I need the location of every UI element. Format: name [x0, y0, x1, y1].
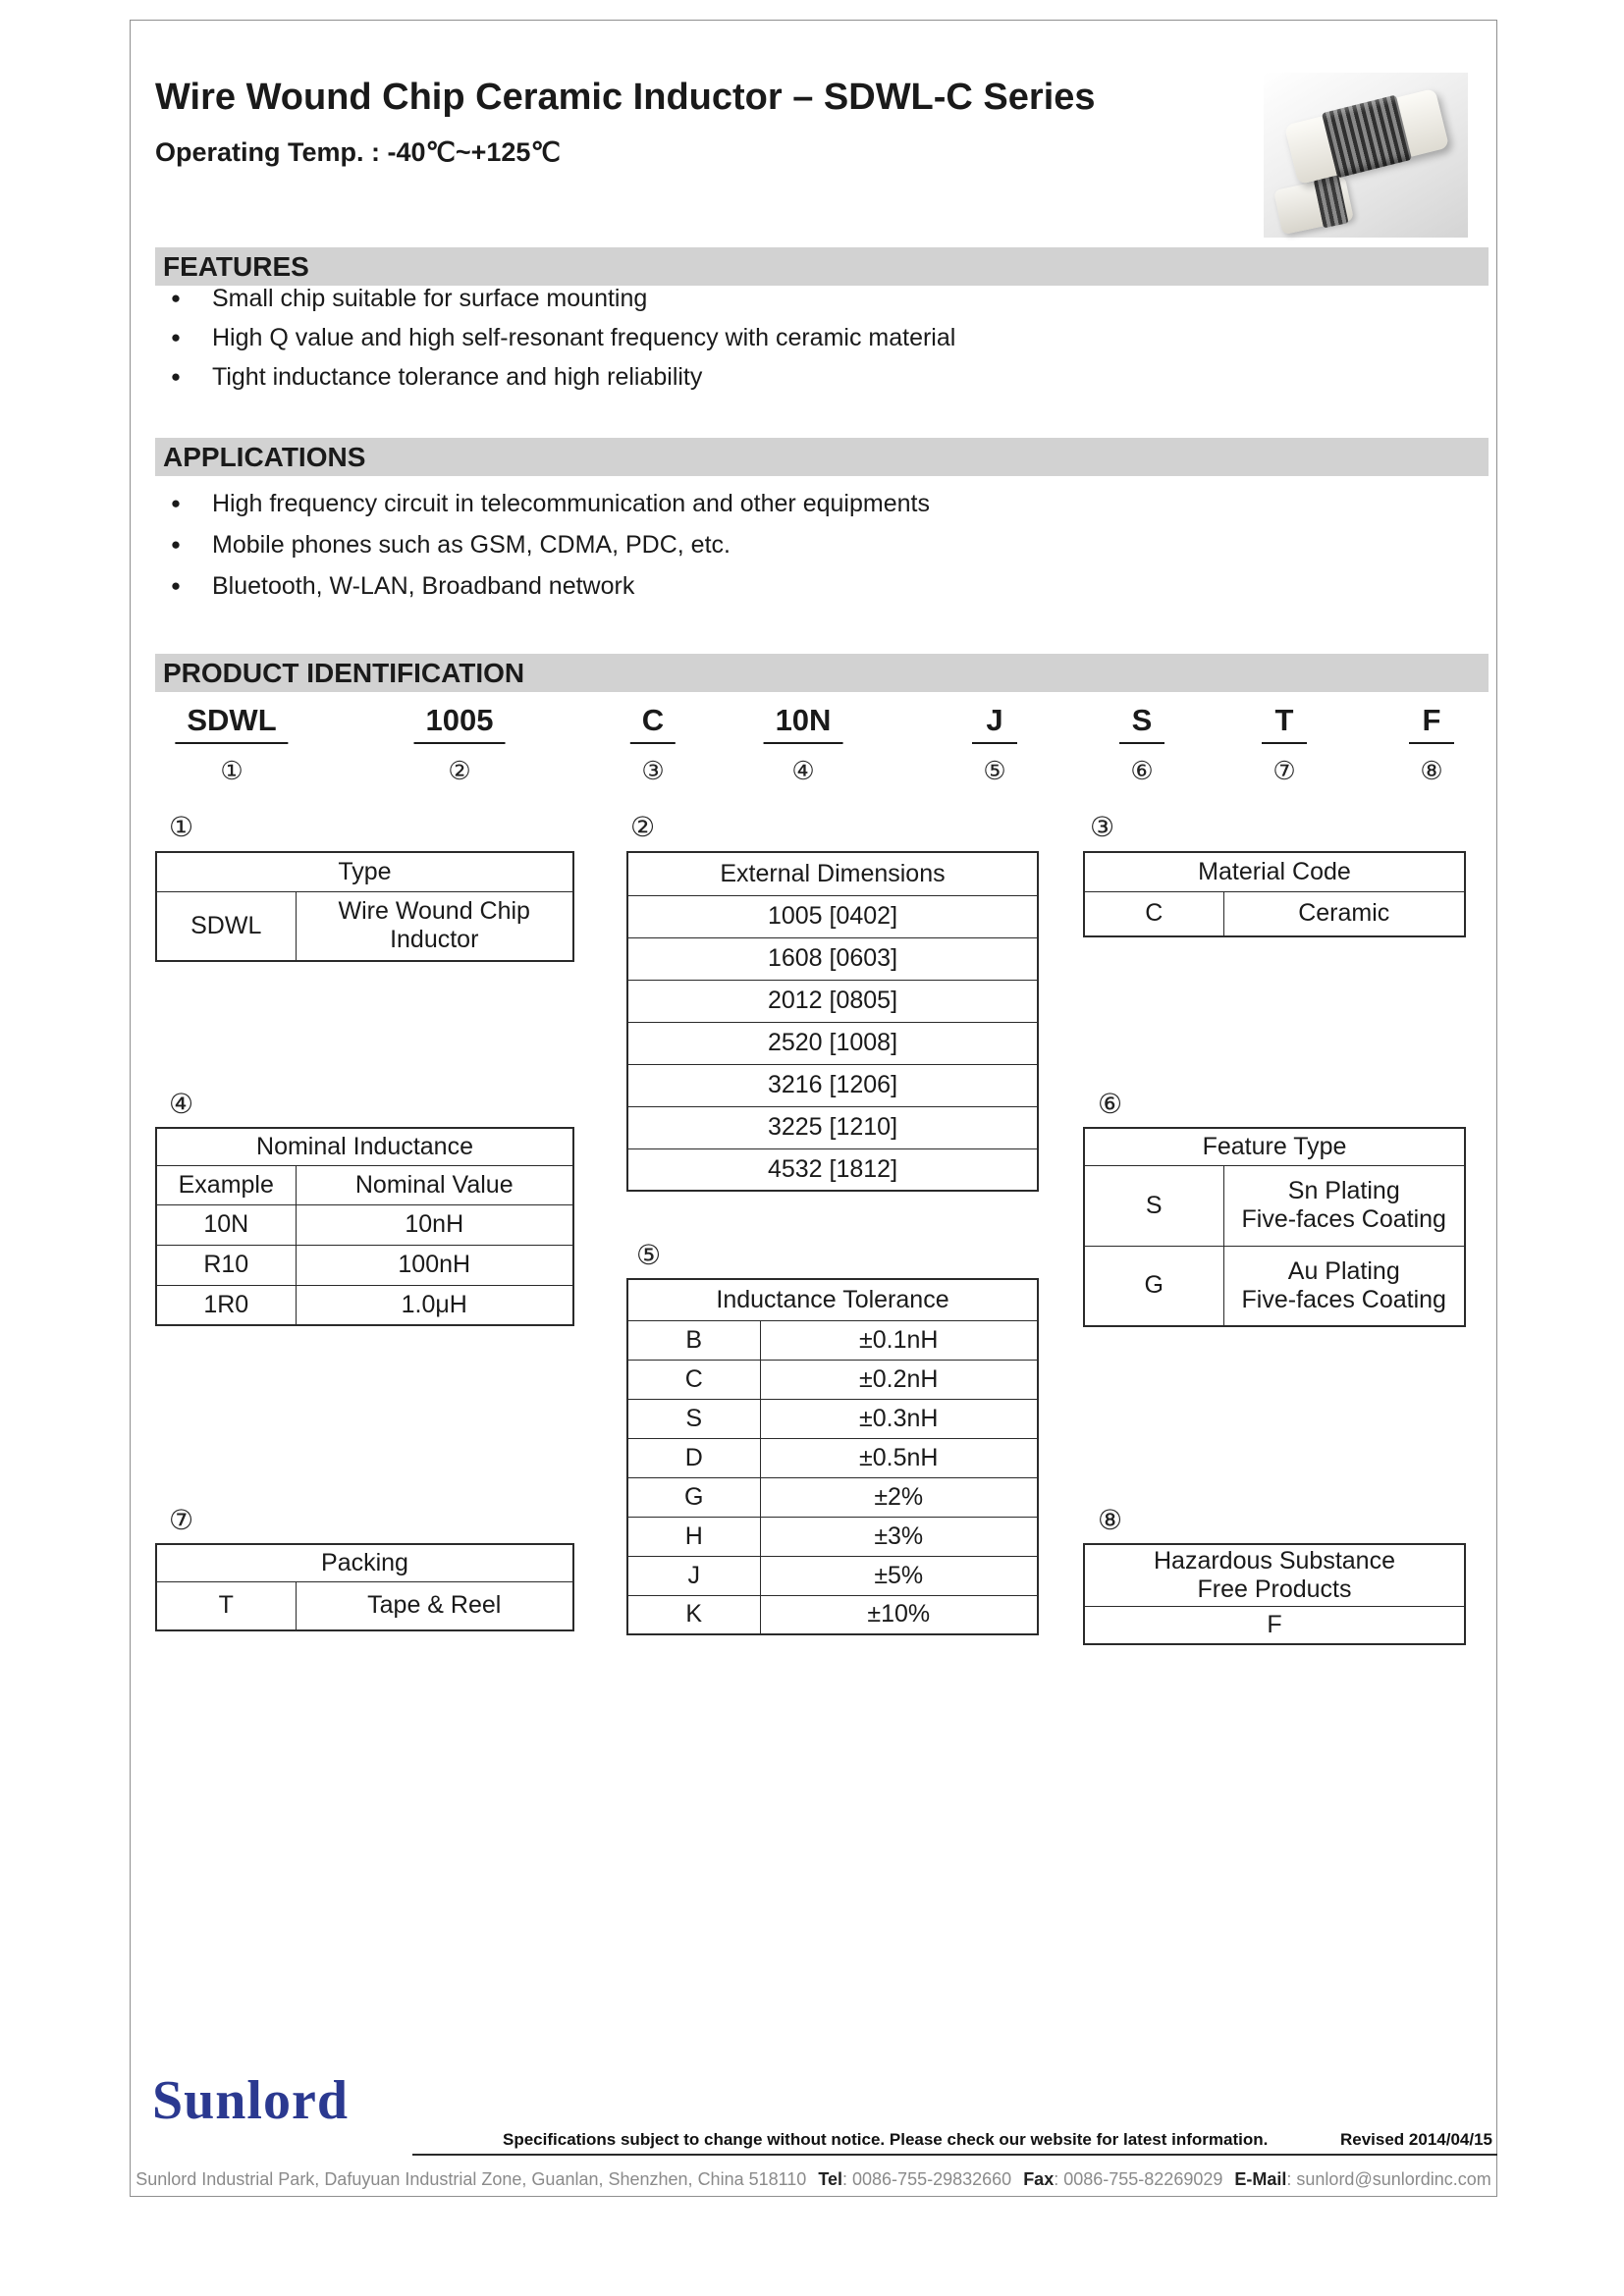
footer-divider	[412, 2154, 1497, 2156]
table-mark-type: ①	[169, 812, 194, 842]
footer-address	[130, 2169, 1497, 2190]
email-value: : sunlord@sunlordinc.com	[1286, 2169, 1491, 2189]
code-cell: G	[1084, 1246, 1223, 1326]
value-line: Five-faces Coating	[1241, 1205, 1446, 1233]
sunlord-logo: Sunlord	[152, 2070, 349, 2131]
revision-date: Revised 2014/04/15	[1339, 2130, 1492, 2149]
dimension-cell: 3216 [1206]	[627, 1064, 1038, 1106]
column-header: Example	[156, 1165, 296, 1204]
pid-code-material: C	[630, 703, 676, 744]
code-cell: S	[627, 1399, 760, 1438]
value-line: Au Plating	[1287, 1256, 1400, 1285]
table-title: Packing	[156, 1544, 573, 1581]
application-item-text: Mobile phones such as GSM, CDMA, PDC, etc.	[212, 530, 731, 559]
code-cell: 10N	[156, 1204, 296, 1245]
value-cell	[296, 891, 573, 961]
operating-temp: Operating Temp. : -40℃~+125℃	[155, 137, 561, 167]
pid-mark-6: ⑥	[1130, 756, 1154, 785]
code-cell: F	[1084, 1607, 1465, 1644]
features-list	[155, 279, 1481, 397]
bullet-icon: ●	[170, 494, 182, 512]
dimension-cell: 3225 [1210]	[627, 1106, 1038, 1148]
tolerance-table	[626, 1278, 1039, 1635]
bullet-icon: ●	[170, 535, 182, 554]
table-mark-material: ③	[1090, 812, 1115, 842]
value-cell: ±10%	[760, 1595, 1038, 1634]
table-title: Type	[156, 852, 573, 891]
code-cell: H	[627, 1517, 760, 1556]
inductance-table	[155, 1127, 574, 1326]
value-line: Five-faces Coating	[1241, 1285, 1446, 1313]
value-cell: Ceramic	[1223, 891, 1465, 936]
pid-mark-2: ②	[448, 756, 471, 785]
dimension-cell: 2012 [0805]	[627, 980, 1038, 1022]
pid-mark-1: ①	[220, 756, 244, 785]
pid-code-feature: S	[1119, 703, 1164, 744]
footer-notice-row	[503, 2130, 1492, 2150]
chip-body	[1284, 88, 1449, 185]
bullet-icon: ●	[170, 328, 182, 347]
features-heading: FEATURES	[155, 247, 1489, 286]
value-cell: ±0.1nH	[760, 1320, 1038, 1360]
applications-heading: APPLICATIONS	[155, 438, 1489, 476]
value-line: Wire Wound Chip	[338, 897, 530, 926]
code-cell: K	[627, 1595, 760, 1634]
list-item	[155, 524, 1481, 565]
dimension-cell: 1608 [0603]	[627, 937, 1038, 980]
code-cell: C	[627, 1360, 760, 1399]
application-item-text: High frequency circuit in telecommunication and other equipments	[212, 489, 930, 517]
pid-mark-5: ⑤	[983, 756, 1006, 785]
pid-mark-4: ④	[791, 756, 815, 785]
code-cell: R10	[156, 1245, 296, 1285]
column-header: Nominal Value	[296, 1165, 573, 1204]
table-mark-dimensions: ②	[630, 812, 656, 842]
code-cell: D	[627, 1438, 760, 1477]
type-table	[155, 851, 574, 962]
page-title: Wire Wound Chip Ceramic Inductor – SDWL-C Series	[155, 77, 1096, 118]
pid-code-tolerance: J	[972, 703, 1017, 744]
pid-code-packing: T	[1262, 703, 1307, 744]
bullet-icon: ●	[170, 289, 182, 307]
pid-mark-3: ③	[641, 756, 665, 785]
code-cell: J	[627, 1556, 760, 1595]
value-cell: ±0.2nH	[760, 1360, 1038, 1399]
feature-item-text: Tight inductance tolerance and high reliability	[212, 362, 703, 391]
feature-table	[1083, 1127, 1466, 1327]
value-cell: 1.0μH	[296, 1285, 573, 1325]
list-item	[155, 318, 1481, 357]
value-cell: Tape & Reel	[296, 1581, 573, 1630]
bullet-icon: ●	[170, 367, 182, 386]
address-text: Sunlord Industrial Park, Dafuyuan Industrial Zone, Guanlan, Shenzhen, China 518110	[135, 2169, 807, 2189]
feature-item-text: High Q value and high self-resonant frequency with ceramic material	[212, 323, 956, 351]
code-cell: T	[156, 1581, 296, 1630]
table-title: External Dimensions	[627, 852, 1038, 895]
pid-code-hazardous: F	[1409, 703, 1454, 744]
list-item	[155, 357, 1481, 397]
tel-value: : 0086-755-29832660	[842, 2169, 1012, 2189]
code-cell: 1R0	[156, 1285, 296, 1325]
value-cell: ±0.5nH	[760, 1438, 1038, 1477]
table-title	[1084, 1544, 1465, 1607]
code-cell: B	[627, 1320, 760, 1360]
product-id-heading: PRODUCT IDENTIFICATION	[155, 654, 1489, 692]
fax-label: Fax	[1023, 2169, 1055, 2189]
value-cell: ±0.3nH	[760, 1399, 1038, 1438]
list-item	[155, 565, 1481, 607]
feature-item-text: Small chip suitable for surface mounting	[212, 284, 648, 312]
packing-table	[155, 1543, 574, 1631]
material-table	[1083, 851, 1466, 937]
value-cell	[1223, 1165, 1465, 1246]
table-mark-feature: ⑥	[1098, 1089, 1123, 1119]
value-cell: ±3%	[760, 1517, 1038, 1556]
application-item-text: Bluetooth, W-LAN, Broadband network	[212, 571, 635, 600]
pid-code-type: SDWL	[175, 703, 288, 744]
dimension-cell: 1005 [0402]	[627, 895, 1038, 937]
value-cell: ±5%	[760, 1556, 1038, 1595]
value-cell: 10nH	[296, 1204, 573, 1245]
title-line: Hazardous Substance	[1154, 1547, 1395, 1575]
email-label: E-Mail	[1234, 2169, 1287, 2189]
table-mark-tolerance: ⑤	[636, 1240, 662, 1270]
table-mark-packing: ⑦	[169, 1505, 194, 1535]
applications-list	[155, 483, 1481, 607]
code-cell: S	[1084, 1165, 1223, 1246]
value-cell: 100nH	[296, 1245, 573, 1285]
dimension-cell: 2520 [1008]	[627, 1022, 1038, 1064]
value-line: Inductor	[390, 926, 479, 954]
table-title: Feature Type	[1084, 1128, 1465, 1165]
dimension-cell: 4532 [1812]	[627, 1148, 1038, 1191]
bullet-icon: ●	[170, 576, 182, 595]
chip-coil	[1322, 95, 1412, 179]
code-cell: SDWL	[156, 891, 296, 961]
title-line: Free Products	[1197, 1575, 1352, 1603]
code-cell: C	[1084, 891, 1223, 936]
table-mark-inductance: ④	[169, 1089, 194, 1119]
dimensions-table	[626, 851, 1039, 1192]
table-title: Nominal Inductance	[156, 1128, 573, 1165]
value-line: Sn Plating	[1287, 1177, 1400, 1204]
chip-body-secondary	[1273, 176, 1354, 235]
tel-label: Tel	[818, 2169, 843, 2189]
pid-code-inductance: 10N	[764, 703, 843, 744]
inductor-photo	[1264, 73, 1468, 238]
footer-notice: Specifications subject to change without notice. Please check our website for latest information.	[503, 2130, 1269, 2149]
table-mark-hazardous: ⑧	[1098, 1505, 1123, 1535]
hazardous-table	[1083, 1543, 1466, 1645]
code-cell: G	[627, 1477, 760, 1517]
pid-mark-7: ⑦	[1272, 756, 1296, 785]
list-item	[155, 279, 1481, 318]
value-cell	[1223, 1246, 1465, 1326]
pid-mark-8: ⑧	[1420, 756, 1443, 785]
table-title: Inductance Tolerance	[627, 1279, 1038, 1320]
list-item	[155, 483, 1481, 524]
table-title: Material Code	[1084, 852, 1465, 891]
pid-code-dimension: 1005	[414, 703, 506, 744]
fax-value: : 0086-755-82269029	[1054, 2169, 1223, 2189]
chip-coil-secondary	[1314, 175, 1349, 228]
value-cell: ±2%	[760, 1477, 1038, 1517]
